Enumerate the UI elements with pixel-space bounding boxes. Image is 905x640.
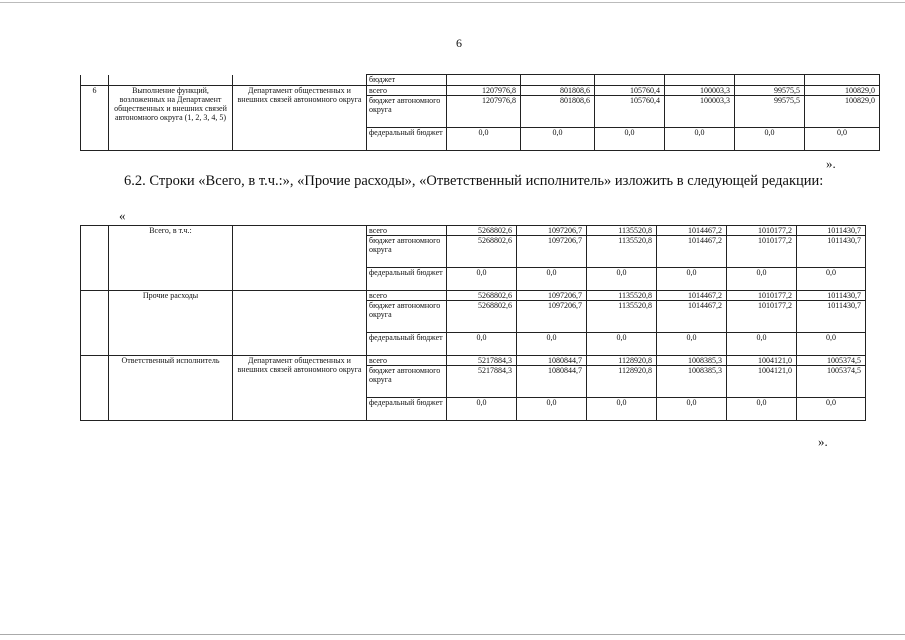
- source-label: федеральный бюджет: [367, 128, 447, 151]
- value-cell: 0,0: [595, 128, 665, 151]
- value-cell: 0,0: [797, 268, 866, 291]
- value-cell: 1097206,7: [517, 236, 587, 268]
- source-label: всего: [367, 291, 447, 301]
- value-cell: 1005374,5: [797, 356, 866, 366]
- scan-bottom-edge: [0, 634, 905, 635]
- amendment-paragraph: [80, 173, 840, 190]
- value-cell: 1010177,2: [727, 236, 797, 268]
- value-cell: 1097206,7: [517, 226, 587, 236]
- value-cell: 0,0: [657, 268, 727, 291]
- table-row: [81, 75, 880, 86]
- value-cell: 99575,5: [735, 86, 805, 96]
- group-title: Прочие расходы: [109, 291, 233, 356]
- source-label: всего: [367, 226, 447, 236]
- value-cell: 1008385,3: [657, 356, 727, 366]
- scan-top-edge: [0, 2, 905, 3]
- value-cell: 1207976,8: [447, 96, 521, 128]
- value-cell: 100829,0: [805, 86, 880, 96]
- value-cell: 1004121,0: [727, 366, 797, 398]
- value-cell: 0,0: [447, 398, 517, 421]
- value-cell: 105760,4: [595, 96, 665, 128]
- empty-cell: [81, 356, 109, 421]
- program-table-row-6: [80, 74, 880, 151]
- value-cell: 0,0: [517, 333, 587, 356]
- executor-name: [233, 226, 367, 291]
- closing-quote: ».: [826, 156, 836, 171]
- value-cell: 1011430,7: [797, 236, 866, 268]
- executor-name: Департамент общественных и внешних связей автономного округа: [233, 356, 367, 421]
- value-cell: 1014467,2: [657, 236, 727, 268]
- value-cell: 801808,6: [521, 96, 595, 128]
- value-cell: 1014467,2: [657, 226, 727, 236]
- executor-name: Департамент общественных и внешних связей автономного округа: [233, 86, 367, 151]
- value-cell: 0,0: [587, 398, 657, 421]
- value-cell: 1008385,3: [657, 366, 727, 398]
- table-row: [81, 226, 866, 236]
- source-label: федеральный бюджет: [367, 268, 447, 291]
- value-cell: 0,0: [517, 398, 587, 421]
- value-cell: 105760,4: [595, 86, 665, 96]
- source-label: федеральный бюджет: [367, 398, 447, 421]
- source-label: бюджет автономного округа: [367, 96, 447, 128]
- table-row: [81, 86, 880, 96]
- value-cell: 0,0: [517, 268, 587, 291]
- value-cell: 1010177,2: [727, 301, 797, 333]
- empty-cell: [447, 75, 521, 86]
- value-cell: 801808,6: [521, 86, 595, 96]
- source-label: всего: [367, 86, 447, 96]
- source-label: всего: [367, 356, 447, 366]
- value-cell: 0,0: [447, 333, 517, 356]
- source-label: бюджет автономного округа: [367, 301, 447, 333]
- value-cell: 0,0: [735, 128, 805, 151]
- empty-cell: [805, 75, 880, 86]
- table-row: [81, 291, 866, 301]
- value-cell: 0,0: [797, 333, 866, 356]
- empty-cell: [233, 75, 367, 86]
- value-cell: 5268802,6: [447, 301, 517, 333]
- value-cell: 0,0: [657, 398, 727, 421]
- empty-cell: [81, 226, 109, 291]
- empty-cell: [735, 75, 805, 86]
- value-cell: 1014467,2: [657, 301, 727, 333]
- program-table-totals: [80, 225, 866, 421]
- value-cell: 100829,0: [805, 96, 880, 128]
- value-cell: 1005374,5: [797, 366, 866, 398]
- table-row: [81, 356, 866, 366]
- value-cell: 0,0: [521, 128, 595, 151]
- value-cell: 0,0: [797, 398, 866, 421]
- value-cell: 1004121,0: [727, 356, 797, 366]
- value-cell: 1010177,2: [727, 226, 797, 236]
- value-cell: 1080844,7: [517, 356, 587, 366]
- value-cell: 5217884,3: [447, 366, 517, 398]
- task-name: Выполнение функций, возложенных на Департамент общественных и внешних связей автономного округа (1, 2, 3, 4, 5): [109, 86, 233, 151]
- page-number: 6: [456, 36, 462, 50]
- empty-cell: [81, 291, 109, 356]
- value-cell: 1128920,8: [587, 366, 657, 398]
- group-title: Ответственный исполнитель: [109, 356, 233, 421]
- value-cell: 1010177,2: [727, 291, 797, 301]
- source-label: федеральный бюджет: [367, 333, 447, 356]
- source-label: бюджет автономного округа: [367, 236, 447, 268]
- closing-quote: ».: [818, 434, 828, 449]
- value-cell: 0,0: [657, 333, 727, 356]
- value-cell: 5268802,6: [447, 236, 517, 268]
- row-number: 6: [81, 86, 109, 151]
- value-cell: 1135520,8: [587, 236, 657, 268]
- value-cell: 1011430,7: [797, 226, 866, 236]
- value-cell: 1097206,7: [517, 301, 587, 333]
- value-cell: 1011430,7: [797, 291, 866, 301]
- value-cell: 0,0: [805, 128, 880, 151]
- value-cell: 5268802,6: [447, 226, 517, 236]
- value-cell: 1135520,8: [587, 226, 657, 236]
- value-cell: 1011430,7: [797, 301, 866, 333]
- value-cell: 100003,3: [665, 96, 735, 128]
- opening-quote: «: [119, 208, 126, 223]
- value-cell: 1135520,8: [587, 301, 657, 333]
- value-cell: 1207976,8: [447, 86, 521, 96]
- empty-cell: [665, 75, 735, 86]
- source-label: бюджет автономного округа: [367, 366, 447, 398]
- value-cell: 5217884,3: [447, 356, 517, 366]
- value-cell: 1097206,7: [517, 291, 587, 301]
- value-cell: 1080844,7: [517, 366, 587, 398]
- empty-cell: [81, 75, 109, 86]
- value-cell: 0,0: [727, 333, 797, 356]
- value-cell: 1128920,8: [587, 356, 657, 366]
- value-cell: 0,0: [727, 268, 797, 291]
- value-cell: 0,0: [447, 128, 521, 151]
- source-label: бюджет: [367, 75, 447, 86]
- value-cell: 0,0: [587, 333, 657, 356]
- value-cell: 0,0: [727, 398, 797, 421]
- value-cell: 99575,5: [735, 96, 805, 128]
- group-title: Всего, в т.ч.:: [109, 226, 233, 291]
- value-cell: 0,0: [665, 128, 735, 151]
- value-cell: 0,0: [447, 268, 517, 291]
- paragraph-text: 6.2. Строки «Всего, в т.ч.:», «Прочие расходы», «Ответственный исполнитель» изложить в следующей редакции:: [124, 173, 824, 189]
- value-cell: 1014467,2: [657, 291, 727, 301]
- empty-cell: [521, 75, 595, 86]
- empty-cell: [595, 75, 665, 86]
- value-cell: 5268802,6: [447, 291, 517, 301]
- value-cell: 0,0: [587, 268, 657, 291]
- value-cell: 1135520,8: [587, 291, 657, 301]
- empty-cell: [109, 75, 233, 86]
- value-cell: 100003,3: [665, 86, 735, 96]
- executor-name: [233, 291, 367, 356]
